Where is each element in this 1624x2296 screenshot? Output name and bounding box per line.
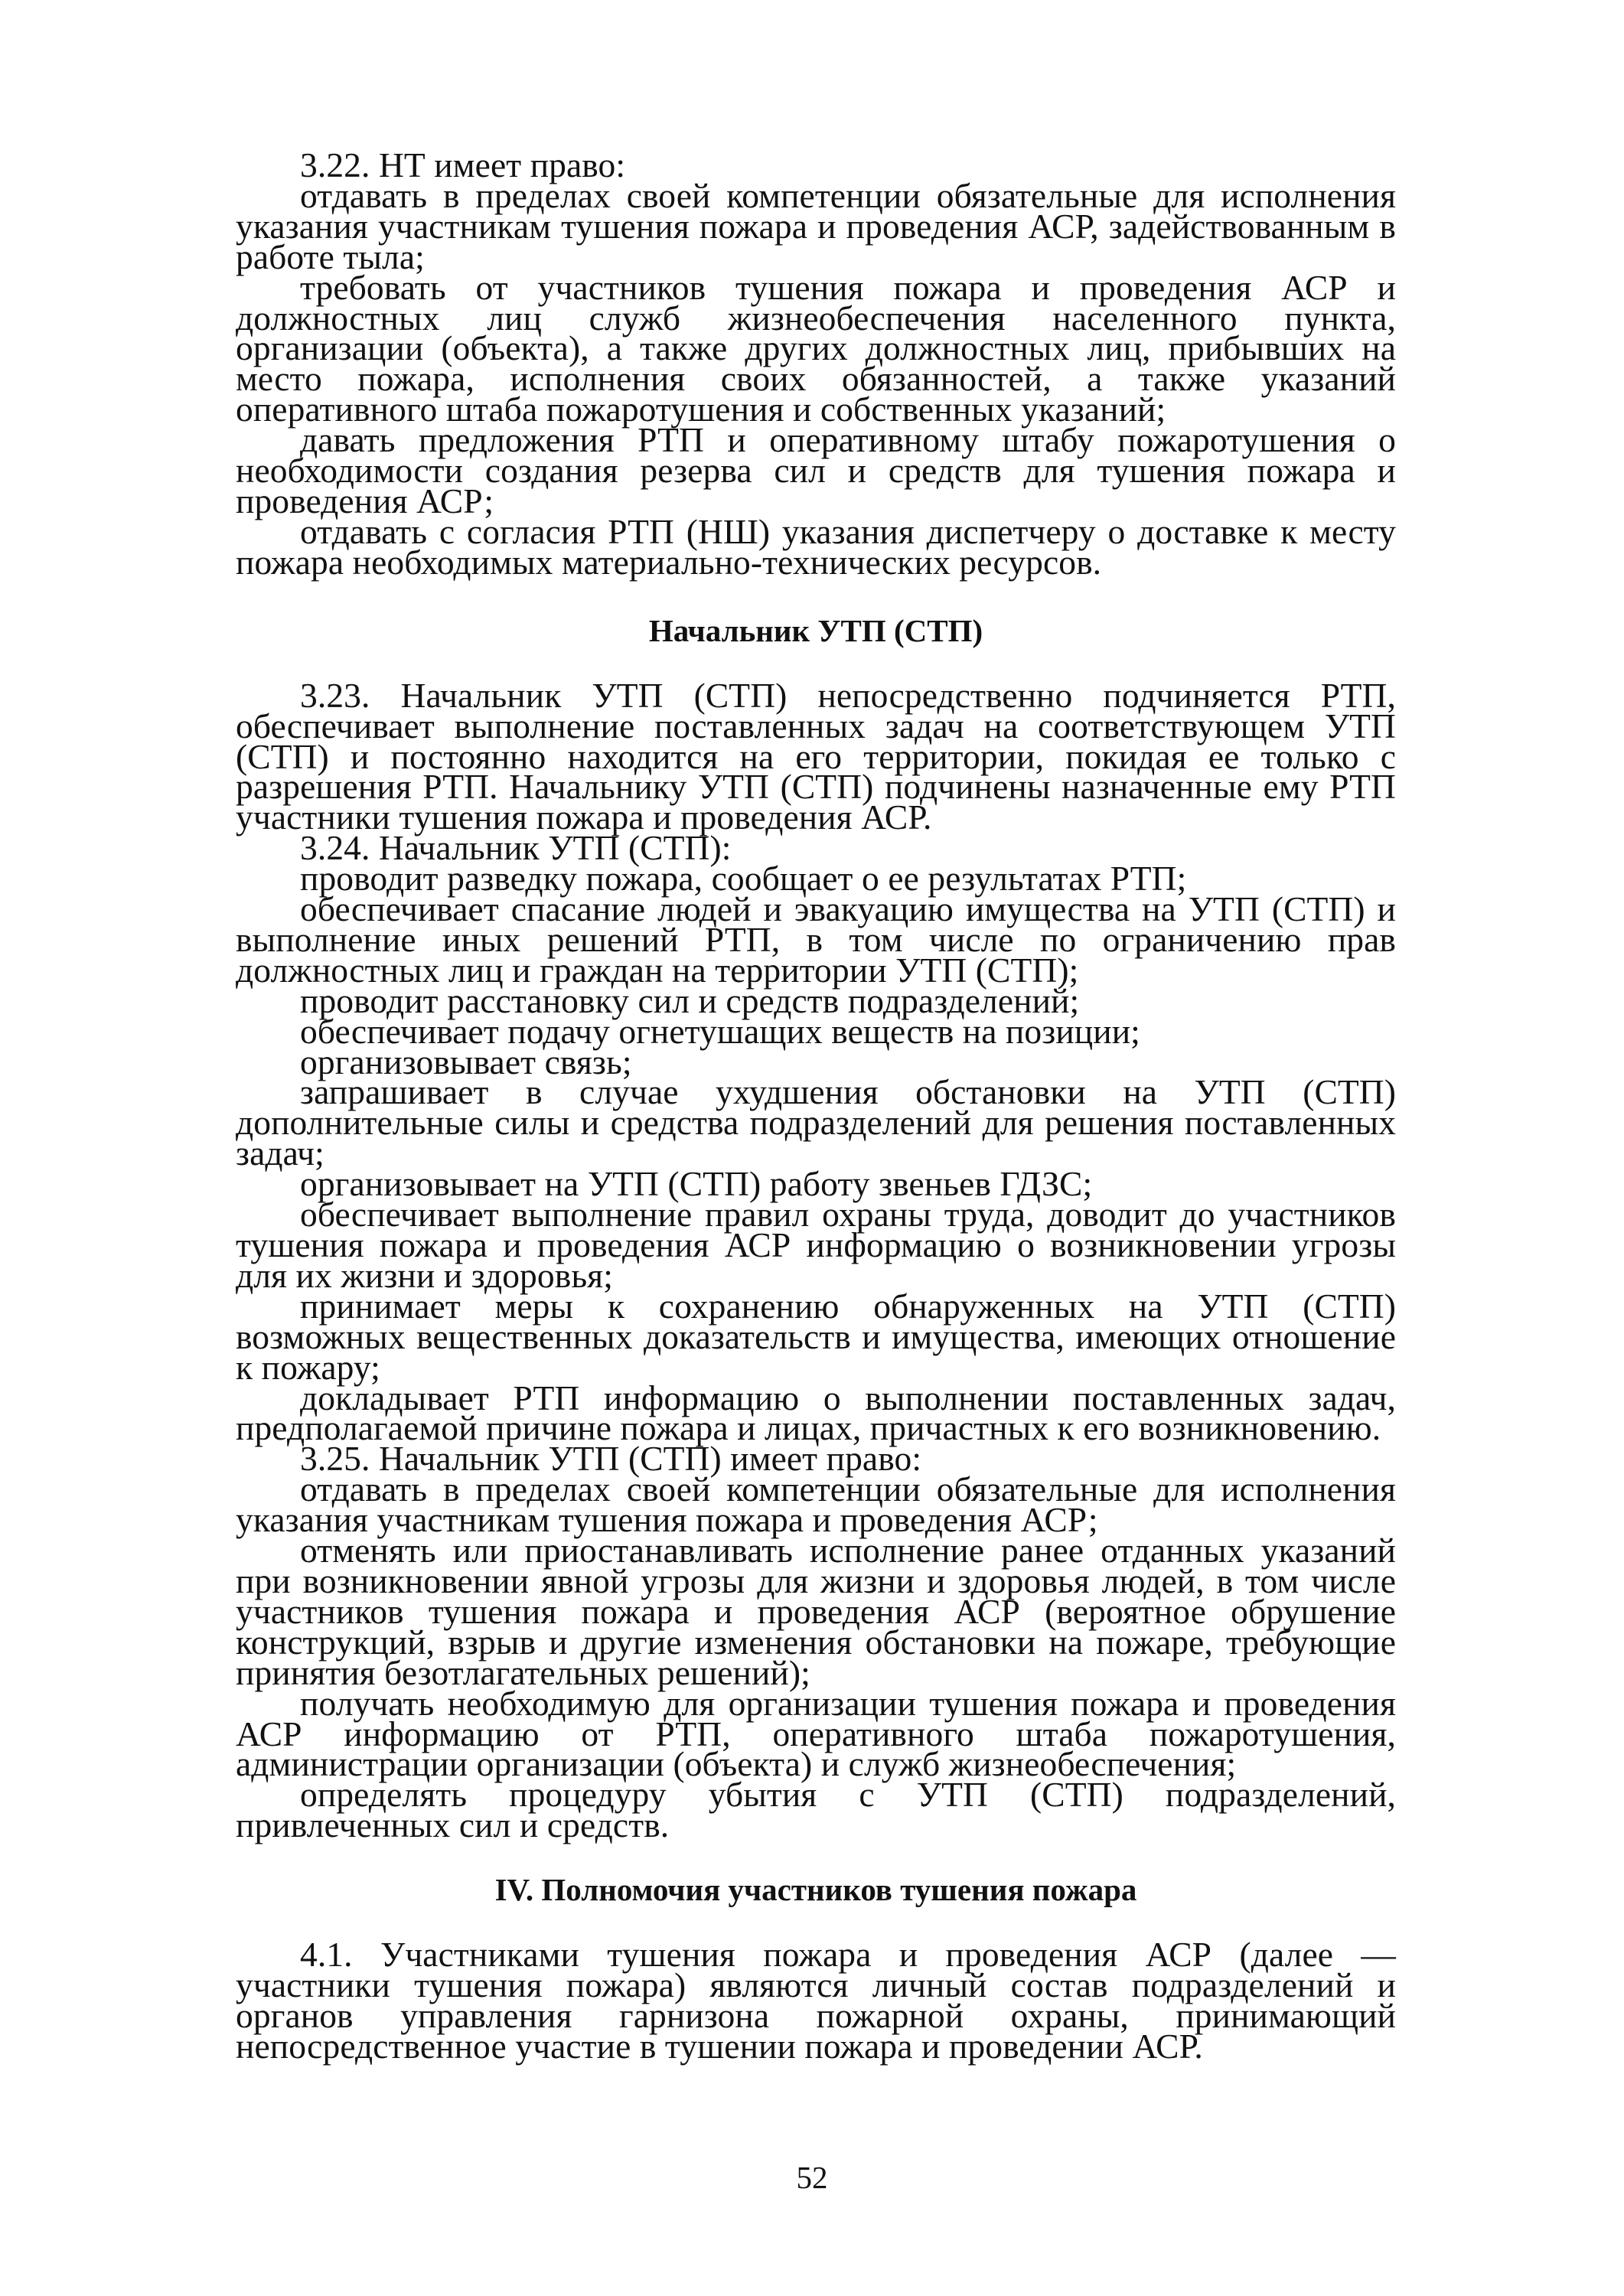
paragraph: организовывает связь;: [300, 1042, 632, 1081]
paragraph: обеспечивает подачу огнетушащих веществ на позиции;: [300, 1011, 1140, 1051]
paragraph: отдавать с согласия РТП (НШ) указания диспетчеру о доставке к месту пожара необходимых материально-технических ресурсов.: [236, 511, 1396, 582]
paragraph: проводит разведку пожара, сообщает о ее результатах РТП;: [300, 859, 1187, 899]
paragraph: получать необходимую для организации тушения пожара и проведения АСР информацию от РТП, оперативного штаба пожаротушения, администрации организации (объекта) и служб жизнеобеспечения;: [236, 1683, 1396, 1784]
document-page: [236, 145, 1396, 2066]
paragraph: отдавать в пределах своей компетенции обязательные для исполнения указания участникам тушения пожара и проведения АСР, задействованным в работе тыла;: [236, 175, 1396, 276]
paragraph: отдавать в пределах своей компетенции обязательные для исполнения указания участникам тушения пожара и проведения АСР;: [236, 1469, 1396, 1540]
paragraph: обеспечивает выполнение правил охраны труда, доводит до участников тушения пожара и проведения АСР информацию о возникновении угрозы для их жизни и здоровья;: [236, 1195, 1396, 1295]
paragraph: запрашивает в случае ухудшения обстановки на УТП (СТП) дополнительные силы и средства подразделений для решения поставленных задач;: [236, 1072, 1396, 1173]
paragraph-4-1: 4.1. Участниками тушения пожара и проведения АСР (далее — участники тушения пожара) являются личный состав подразделений и органов управления гарнизона пожарной охраны, принимающий непосредственное участие в тушении пожара и проведении АСР.: [236, 1935, 1396, 2066]
paragraph: докладывает РТП информацию о выполнении поставленных задач, предполагаемой причине пожара и лицах, причастных к его возникновению.: [236, 1378, 1396, 1448]
paragraph: принимает меры к сохранению обнаруженных на УТП (СТП) возможных вещественных доказательств и имущества, имеющих отношение к пожару;: [236, 1286, 1396, 1387]
page-number: 52: [796, 2160, 828, 2195]
paragraph: требовать от участников тушения пожара и проведения АСР и должностных лиц служб жизнеобеспечения населенного пункта, организации (объекта), а также других должностных лиц, прибывших на место пожара, исполнения своих обязанностей, а также указаний оперативного штаба пожаротушения и собственных указаний;: [236, 267, 1396, 429]
paragraph: давать предложения РТП и оперативному штабу пожаротушения о необходимости создания резерва сил и средств для тушения пожара и проведения АСР;: [236, 420, 1396, 520]
paragraph-3-24: 3.24. Начальник УТП (СТП):: [300, 828, 732, 868]
paragraph-3-23: 3.23. Начальник УТП (СТП) непосредственно подчиняется РТП, обеспечивает выполнение поставленных задач на соответствующем УТП (СТП) и постоянно находится на его территории, покидая ее только с разрешения РТП. Начальнику УТП (СТП) подчинены назначенные ему РТП участники тушения пожара и проведения АСР.: [236, 675, 1396, 837]
paragraph-3-22: 3.22. НТ имеет право:: [300, 145, 626, 184]
paragraph: определять процедуру убытия с УТП (СТП) подразделений, привлеченных сил и средств.: [236, 1775, 1396, 1845]
section-heading-iv: IV. Полномочия участников тушения пожара: [494, 1872, 1137, 1908]
paragraph: обеспечивает спасание людей и эвакуацию имущества на УТП (СТП) и выполнение иных решений РТП, в том числе по ограничению прав должностных лиц и граждан на территории УТП (СТП);: [236, 889, 1396, 990]
paragraph-3-25: 3.25. Начальник УТП (СТП) имеет право:: [300, 1439, 922, 1479]
paragraph: организовывает на УТП (СТП) работу звеньев ГДЗС;: [300, 1164, 1093, 1204]
section-heading-utp: Начальник УТП (СТП): [648, 612, 983, 648]
paragraph: проводит расстановку сил и средств подразделений;: [300, 980, 1080, 1020]
paragraph: отменять или приостанавливать исполнение ранее отданных указаний при возникновении явной угрозы для жизни и здоровья людей, в том числе участников тушения пожара и проведения АСР (вероятное обрушение конструкций, взрыв и другие изменения обстановки на пожаре, требующие принятия безотлагательных решений);: [236, 1531, 1396, 1692]
